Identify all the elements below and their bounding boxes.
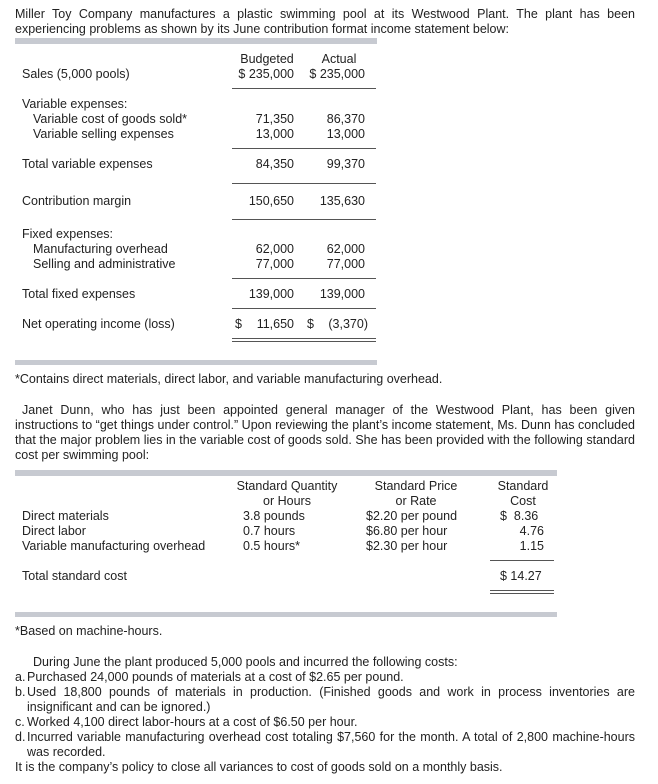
list-letter: c.: [15, 715, 25, 729]
rule-fixed: [232, 278, 376, 279]
double-rule-bottom: [232, 341, 376, 342]
list-item: [15, 715, 635, 730]
mfg-overhead-budgeted: 62,000: [255, 242, 294, 256]
std-row-price: $6.80 per hour: [366, 524, 448, 538]
list-letter: d.: [15, 730, 26, 744]
h-price-2: or Rate: [395, 494, 437, 508]
june-paragraph: During June the plant produced 5,000 pools and incurred the following costs:: [33, 655, 458, 669]
mfg-overhead-actual: 62,000: [326, 242, 365, 256]
std-row-price: $2.30 per hour: [366, 539, 448, 553]
table-bottom-band: [15, 360, 377, 365]
footnote-machine-hours: *Based on machine-hours.: [15, 624, 163, 638]
sales-label: Sales (5,000 pools): [22, 67, 130, 81]
mfg-overhead-label: Manufacturing overhead: [33, 242, 168, 256]
double-rule-top: [232, 338, 376, 339]
net-income-actual-sign: $: [307, 317, 314, 331]
list-item: [15, 730, 635, 760]
sell-admin-actual: 77,000: [326, 257, 365, 271]
sales-actual: $ 235,000: [309, 67, 365, 81]
std-row-price: $2.20 per pound: [366, 509, 458, 523]
total-variable-actual: 99,370: [326, 157, 365, 171]
closing-sentence: It is the company’s policy to close all variances to cost of goods sold on a monthly basis.: [15, 760, 503, 774]
h-qty-2: or Hours: [263, 494, 311, 508]
list-item: [15, 670, 635, 685]
col-budgeted-header: Budgeted: [240, 52, 294, 66]
std-row-qty: 3.8 pounds: [243, 509, 305, 523]
fixed-expenses-header: Fixed expenses:: [22, 227, 114, 241]
footnote-contains: *Contains direct materials, direct labor, and variable manufacturing overhead.: [15, 372, 443, 386]
list-text: Used 18,800 pounds of materials in production. (Finished goods and work in process inventories are insignificant and can be ignored.): [27, 685, 635, 714]
std-row-cost: $ 8.36: [500, 509, 539, 523]
table-top-band: [15, 38, 377, 44]
list-letter: b.: [15, 685, 26, 699]
sell-admin-label: Selling and administrative: [33, 257, 176, 271]
net-income-label: Net operating income (loss): [22, 317, 175, 331]
var-cogs-budgeted: 71,350: [255, 112, 294, 126]
list-letter: a.: [15, 670, 26, 684]
std-double-rule-top: [490, 590, 554, 591]
net-income-actual: (3,370): [328, 317, 368, 331]
h-price-1: Standard Price: [374, 479, 458, 493]
std-total-label: Total standard cost: [22, 569, 127, 583]
var-selling-actual: 13,000: [326, 127, 365, 141]
total-variable-label: Total variable expenses: [22, 157, 153, 171]
std-table-top-band: [15, 470, 557, 476]
std-row-qty: 0.7 hours: [243, 524, 296, 538]
rule-sales: [232, 88, 376, 89]
contribution-budgeted: 150,650: [248, 194, 294, 208]
net-income-budgeted: 11,650: [256, 317, 294, 331]
std-row-label: Variable manufacturing overhead: [22, 539, 206, 553]
total-variable-budgeted: 84,350: [255, 157, 294, 171]
rule-variable: [232, 148, 376, 149]
list-text: Incurred variable manufacturing overhead cost totaling $7,560 for the month. A total of 2,800 machine-hours was recorded.: [27, 730, 635, 759]
intro-paragraph: Miller Toy Company manufactures a plastic swimming pool at its Westwood Plant. The plant has been experiencing problems as shown by its June contribution format income statement below:: [15, 7, 635, 36]
variable-expenses-header: Variable expenses:: [22, 97, 128, 111]
h-cost-2: Cost: [510, 494, 536, 508]
std-row-label: Direct labor: [22, 524, 86, 538]
dunn-paragraph: Janet Dunn, who has just been appointed general manager of the Westwood Plant, has been given instructions to “get things under control.” Upon reviewing the plant’s income statement, Ms. Dunn has concluded that the major problem lies in the variable cost of goods sold. She has been provided with the following standard cost per swimming pool:: [15, 403, 635, 462]
contribution-label: Contribution margin: [22, 194, 132, 208]
col-actual-header: Actual: [321, 52, 357, 66]
sales-budgeted: $ 235,000: [238, 67, 294, 81]
rule-total-variable: [232, 183, 376, 184]
std-row-qty: 0.5 hours*: [243, 539, 300, 553]
sell-admin-budgeted: 77,000: [255, 257, 294, 271]
total-fixed-budgeted: 139,000: [248, 287, 294, 301]
list-text: Worked 4,100 direct labor-hours at a cost of $6.50 per hour.: [27, 715, 358, 729]
rule-total-fixed: [232, 308, 376, 309]
std-table-bottom-band: [15, 612, 557, 617]
h-qty-1: Standard Quantity: [236, 479, 338, 493]
list-item: [15, 685, 635, 715]
std-row-label: Direct materials: [22, 509, 109, 523]
std-row-cost: 4.76: [519, 524, 544, 538]
h-cost-1: Standard: [497, 479, 549, 493]
var-selling-label: Variable selling expenses: [33, 127, 174, 141]
list-text: Purchased 24,000 pounds of materials at a cost of $2.65 per pound.: [27, 670, 404, 684]
contribution-actual: 135,630: [319, 194, 365, 208]
total-fixed-label: Total fixed expenses: [22, 287, 136, 301]
total-fixed-actual: 139,000: [319, 287, 365, 301]
var-selling-budgeted: 13,000: [255, 127, 294, 141]
rule-contribution: [232, 219, 376, 220]
var-cogs-actual: 86,370: [326, 112, 365, 126]
std-rule: [490, 560, 554, 561]
std-double-rule-bottom: [490, 593, 554, 594]
std-total-value: $ 14.27: [500, 569, 542, 583]
var-cogs-label: Variable cost of goods sold*: [33, 112, 188, 126]
std-row-cost: 1.15: [519, 539, 544, 553]
net-income-budgeted-sign: $: [235, 317, 242, 331]
